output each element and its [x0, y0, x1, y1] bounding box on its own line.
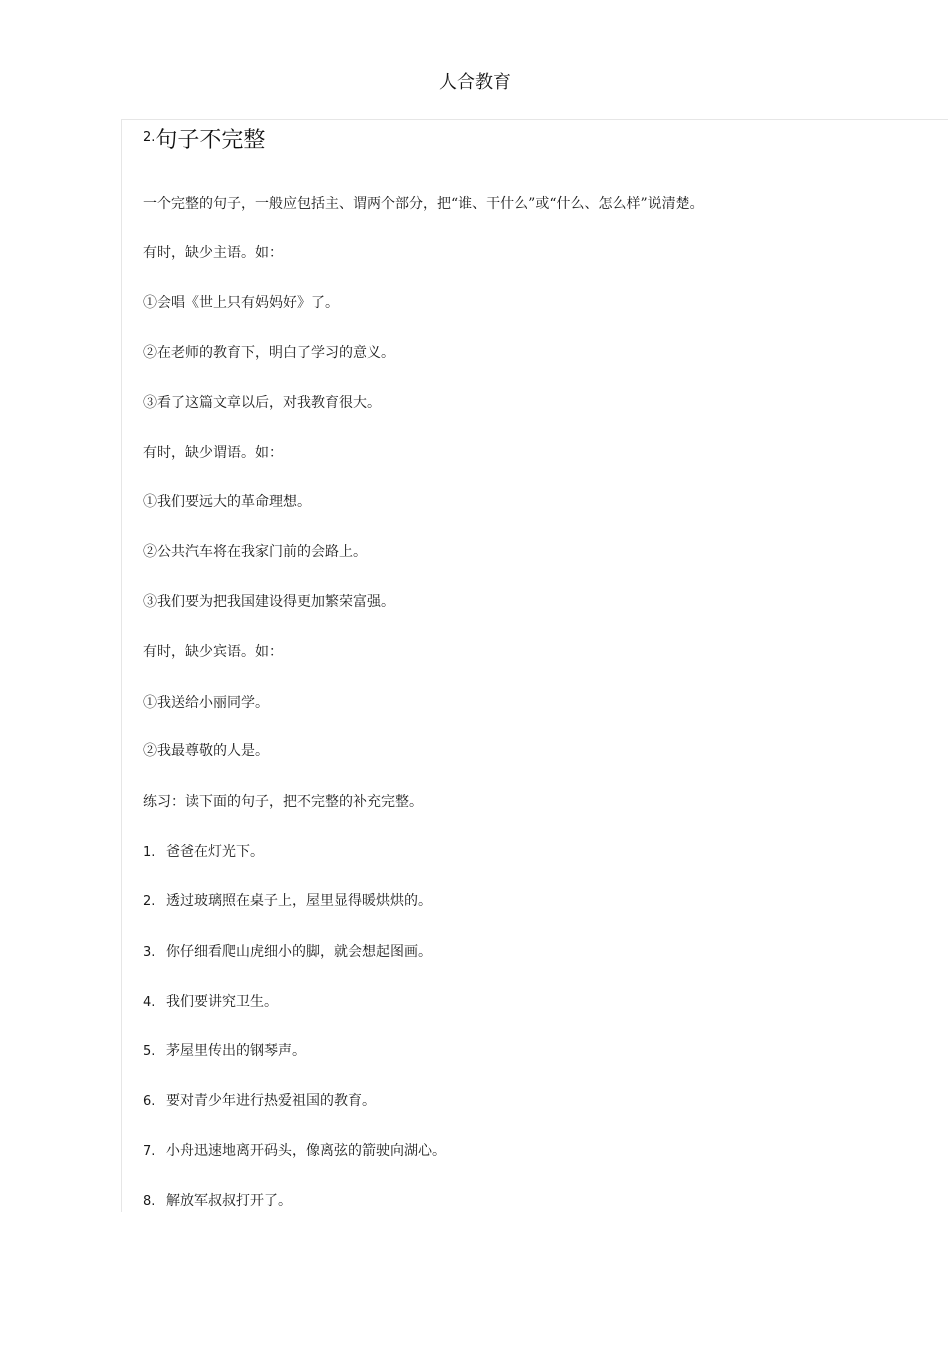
exercise-item-text: 我们要讲究卫生。: [166, 994, 278, 1010]
example-line: ③看了这篇文章以后，对我教育很大。: [143, 395, 381, 411]
page-header-title: 人合教育: [439, 72, 511, 93]
exercise-item-number: 8.: [143, 1194, 156, 1209]
group-heading-predicate: 有时，缺少谓语。如：: [143, 445, 283, 461]
example-line: ①会唱《世上只有妈妈好》了。: [143, 295, 339, 311]
example-line: ②我最尊敬的人是。: [143, 743, 269, 759]
exercise-item: [143, 1041, 306, 1062]
section-title: 句子不完整: [155, 128, 266, 153]
exercise-item-text: 小舟迅速地离开码头，像离弦的箭驶向湖心。: [166, 1143, 446, 1159]
exercise-item: [143, 891, 432, 912]
exercise-item-number: 7.: [143, 1144, 156, 1159]
intro-paragraph: 一个完整的句子，一般应包括主、谓两个部分，把“谁、干什么”或“什么、怎么样”说清楚。: [143, 196, 704, 212]
exercise-item-text: 透过玻璃照在桌子上，屋里显得暖烘烘的。: [166, 893, 432, 909]
exercise-item-text: 爸爸在灯光下。: [166, 844, 264, 860]
exercise-item: [143, 1191, 292, 1212]
section-heading: [143, 126, 265, 156]
exercise-item: [143, 1091, 376, 1112]
exercise-item: [143, 842, 264, 863]
left-margin-rule: [121, 119, 122, 1212]
exercise-item: [143, 1141, 446, 1162]
exercise-item-text: 要对青少年进行热爱祖国的教育。: [166, 1093, 376, 1109]
example-line: ①我送给小丽同学。: [143, 695, 269, 711]
example-line: ①我们要远大的革命理想。: [143, 494, 311, 510]
exercise-item: [143, 942, 432, 963]
exercise-item-text: 你仔细看爬山虎细小的脚，就会想起图画。: [166, 944, 432, 960]
exercise-item-number: 5.: [143, 1044, 156, 1059]
example-line: ②公共汽车将在我家门前的会路上。: [143, 544, 367, 560]
exercise-item-number: 6.: [143, 1094, 156, 1109]
exercise-item-text: 茅屋里传出的钢琴声。: [166, 1043, 306, 1059]
exercise-item-number: 3.: [143, 945, 156, 960]
exercise-item-number: 4.: [143, 995, 156, 1010]
header-divider: [122, 119, 948, 120]
exercise-item-number: 2.: [143, 894, 156, 909]
group-heading-subject: 有时，缺少主语。如：: [143, 245, 283, 261]
group-heading-object: 有时，缺少宾语。如：: [143, 644, 283, 660]
exercise-item-text: 解放军叔叔打开了。: [166, 1193, 292, 1209]
example-line: ②在老师的教育下，明白了学习的意义。: [143, 345, 395, 361]
section-number: 2.: [143, 130, 156, 145]
exercise-item: [143, 992, 278, 1013]
example-line: ③我们要为把我国建设得更加繁荣富强。: [143, 594, 395, 610]
exercise-item-number: 1.: [143, 845, 156, 860]
exercise-heading: 练习：读下面的句子，把不完整的补充完整。: [143, 794, 423, 810]
